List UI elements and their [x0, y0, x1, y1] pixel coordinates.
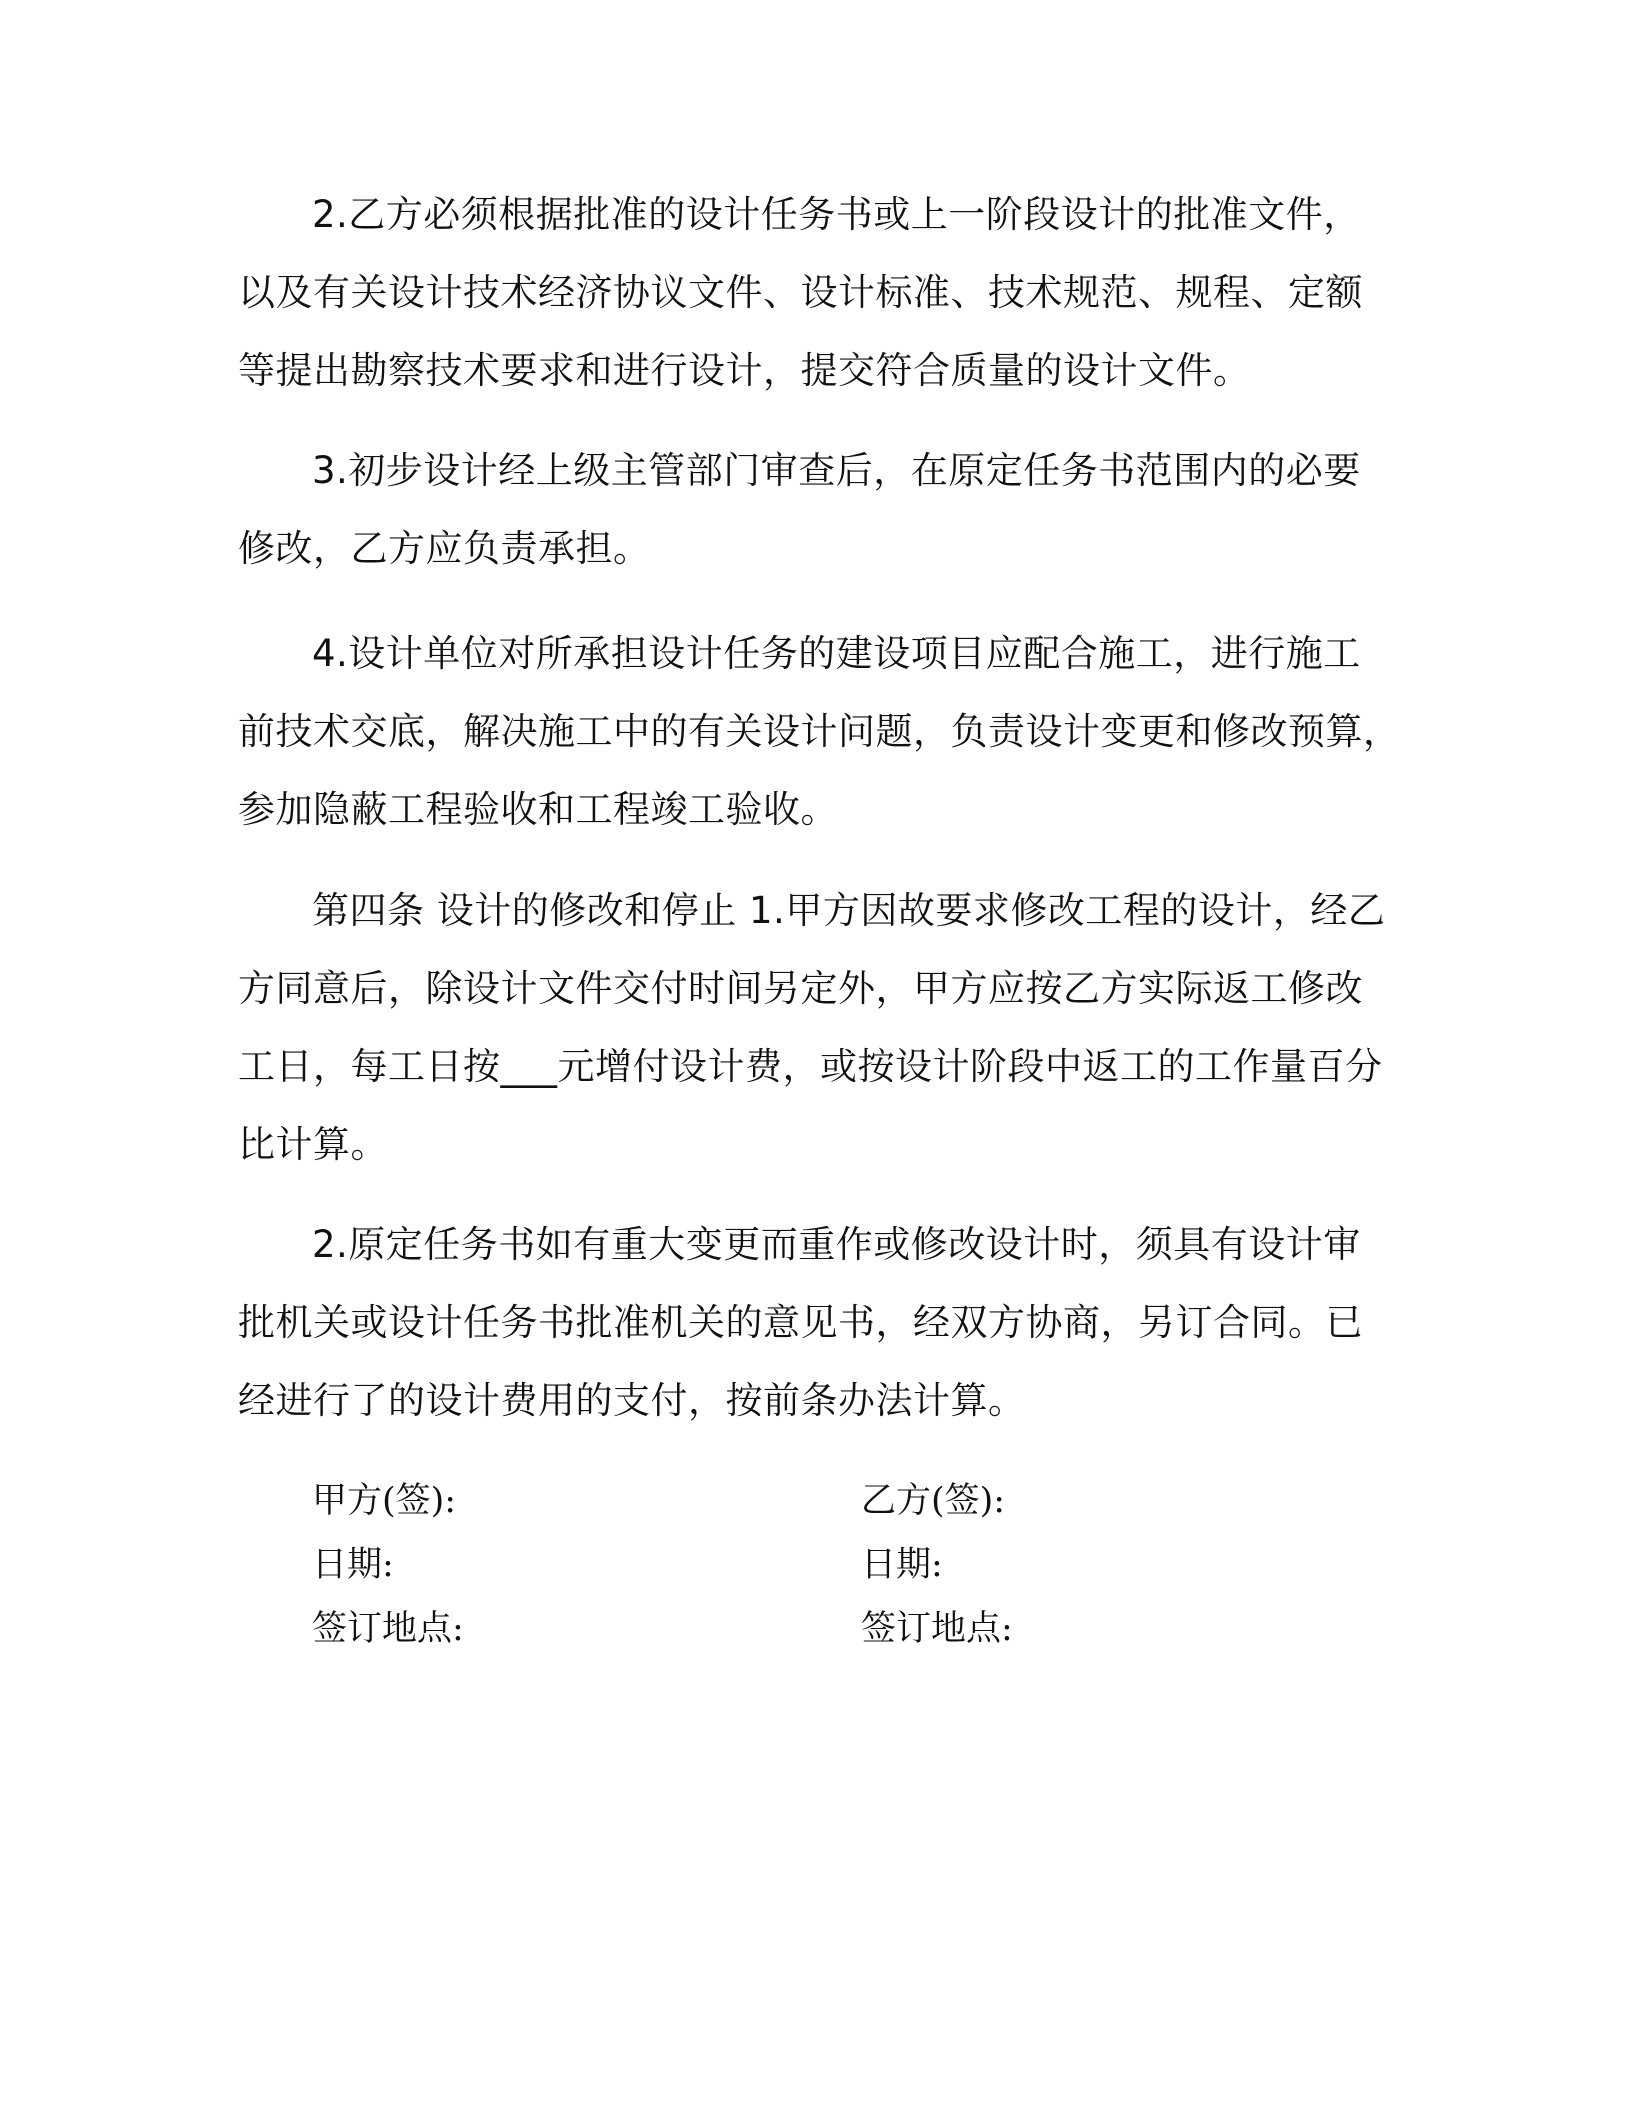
- party-a-sign-label: 甲方(签):: [312, 1481, 457, 1521]
- paragraph-4-line-2: 方同意后，除设计文件交付时间另定外，甲方应按乙方实际返工修改: [238, 967, 1363, 1010]
- paragraph-4-line-3: 工日，每工日按___元增付设计费，或按设计阶段中返工的工作量百分: [238, 1045, 1383, 1088]
- party-a-date-label: 日期:: [312, 1545, 394, 1585]
- paragraph-1-line-3: 等提出勘察技术要求和进行设计，提交符合质量的设计文件。: [238, 349, 1251, 392]
- paragraph-5-line-3: 经进行了的设计费用的支付，按前条办法计算。: [238, 1379, 1026, 1422]
- paragraph-2-line-2: 修改，乙方应负责承担。: [238, 527, 651, 570]
- party-b-place-label: 签订地点:: [861, 1609, 1013, 1649]
- paragraph-1-line-2: 以及有关设计技术经济协议文件、设计标准、技术规范、规程、定额: [238, 271, 1363, 314]
- paragraph-3-line-2: 前技术交底，解决施工中的有关设计问题，负责设计变更和修改预算，: [238, 710, 1401, 753]
- paragraph-5-line-2: 批机关或设计任务书批准机关的意见书，经双方协商，另订合同。已: [238, 1301, 1363, 1344]
- paragraph-5-line-1: 2.原定任务书如有重大变更而重作或修改设计时，须具有设计审: [312, 1223, 1361, 1266]
- paragraph-2-line-1: 3.初步设计经上级主管部门审查后，在原定任务书范围内的必要: [312, 449, 1361, 492]
- paragraph-3-line-1: 4.设计单位对所承担设计任务的建设项目应配合施工，进行施工: [312, 632, 1361, 675]
- party-b-date-label: 日期:: [861, 1545, 943, 1585]
- paragraph-1-line-1: 2.乙方必须根据批准的设计任务书或上一阶段设计的批准文件，: [312, 193, 1361, 236]
- paragraph-3-line-3: 参加隐蔽工程验收和工程竣工验收。: [238, 788, 838, 831]
- party-a-place-label: 签订地点:: [312, 1609, 464, 1649]
- paragraph-4-line-4: 比计算。: [238, 1123, 388, 1166]
- party-b-sign-label: 乙方(签):: [861, 1481, 1006, 1521]
- paragraph-4-line-1: 第四条 设计的修改和停止 1.甲方因故要求修改工程的设计，经乙: [312, 889, 1386, 932]
